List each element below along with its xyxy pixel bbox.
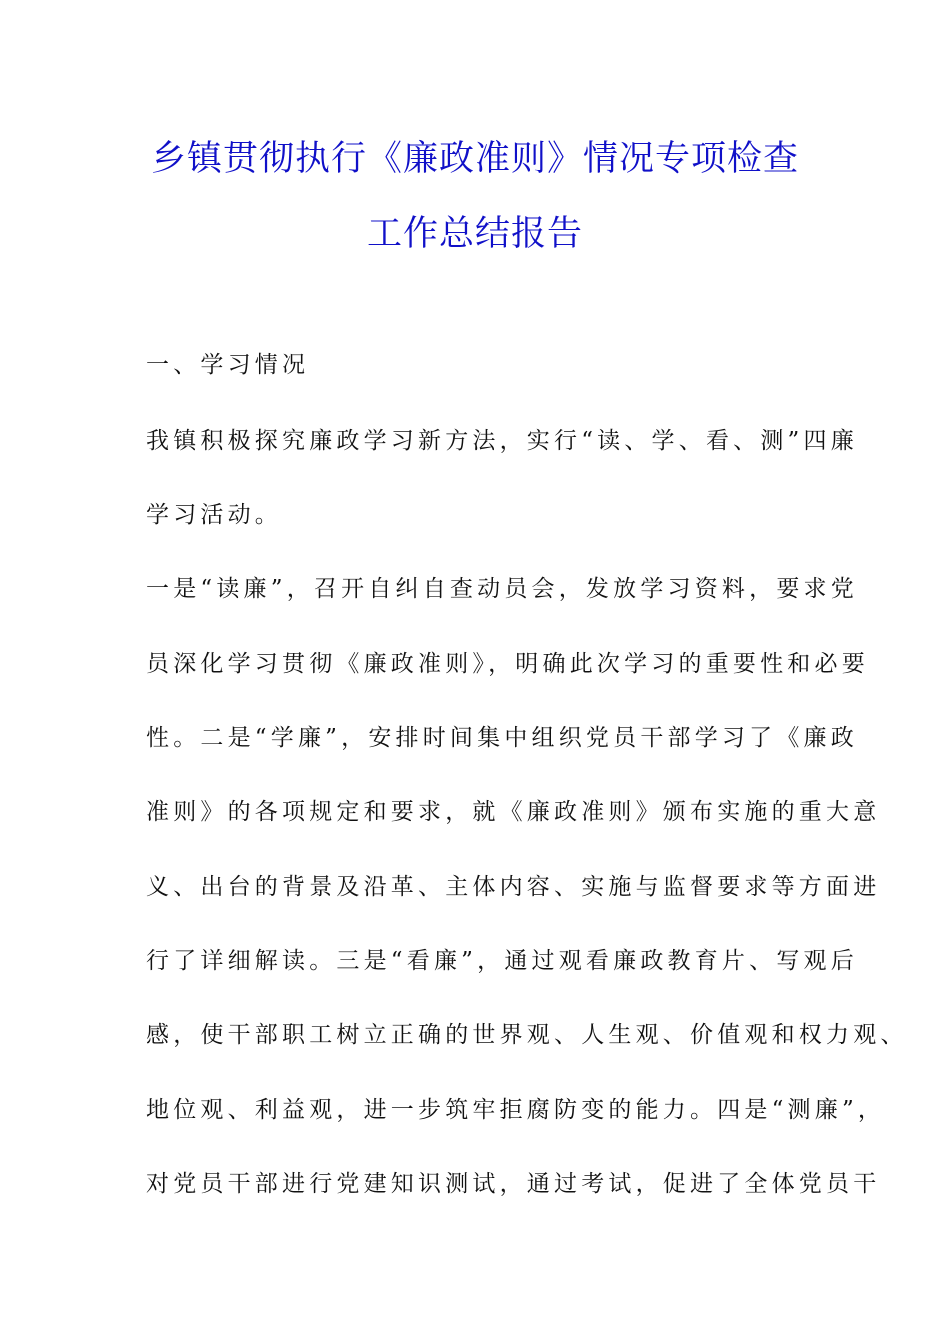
- body-line: 感，使干部职工树立正确的世界观、人生观、价值观和权力观、: [146, 1022, 908, 1048]
- document-title-line-2: 工作总结报告: [366, 214, 583, 254]
- body-line: 一是“读廉”，召开自纠自查动员会，发放学习资料，要求党: [146, 576, 858, 602]
- body-line: 义、出台的背景及沿革、主体内容、实施与监督要求等方面进: [146, 874, 881, 900]
- body-line: 对党员干部进行党建知识测试，通过考试，促进了全体党员干: [146, 1171, 881, 1197]
- section-heading: 一、学习情况: [146, 352, 310, 378]
- body-line: 准则》的各项规定和要求，就《廉政准则》颁布实施的重大意: [146, 799, 881, 825]
- body-line: 性。二是“学廉”，安排时间集中组织党员干部学习了《廉政: [146, 725, 858, 751]
- body-line: 员深化学习贯彻《廉政准则》，明确此次学习的重要性和必要: [146, 651, 869, 677]
- body-line: 学习活动。: [146, 502, 282, 528]
- body-line: 我镇积极探究廉政学习新方法，实行“读、学、看、测”四廉: [146, 428, 858, 454]
- body-line: 地位观、利益观，进一步筑牢拒腐防变的能力。四是“测廉”，: [146, 1097, 886, 1123]
- document-title-line-1: 乡镇贯彻执行《廉政准则》情况专项检查: [150, 139, 799, 179]
- body-line: 行了详细解读。三是“看廉”，通过观看廉政教育片、写观后: [146, 948, 858, 974]
